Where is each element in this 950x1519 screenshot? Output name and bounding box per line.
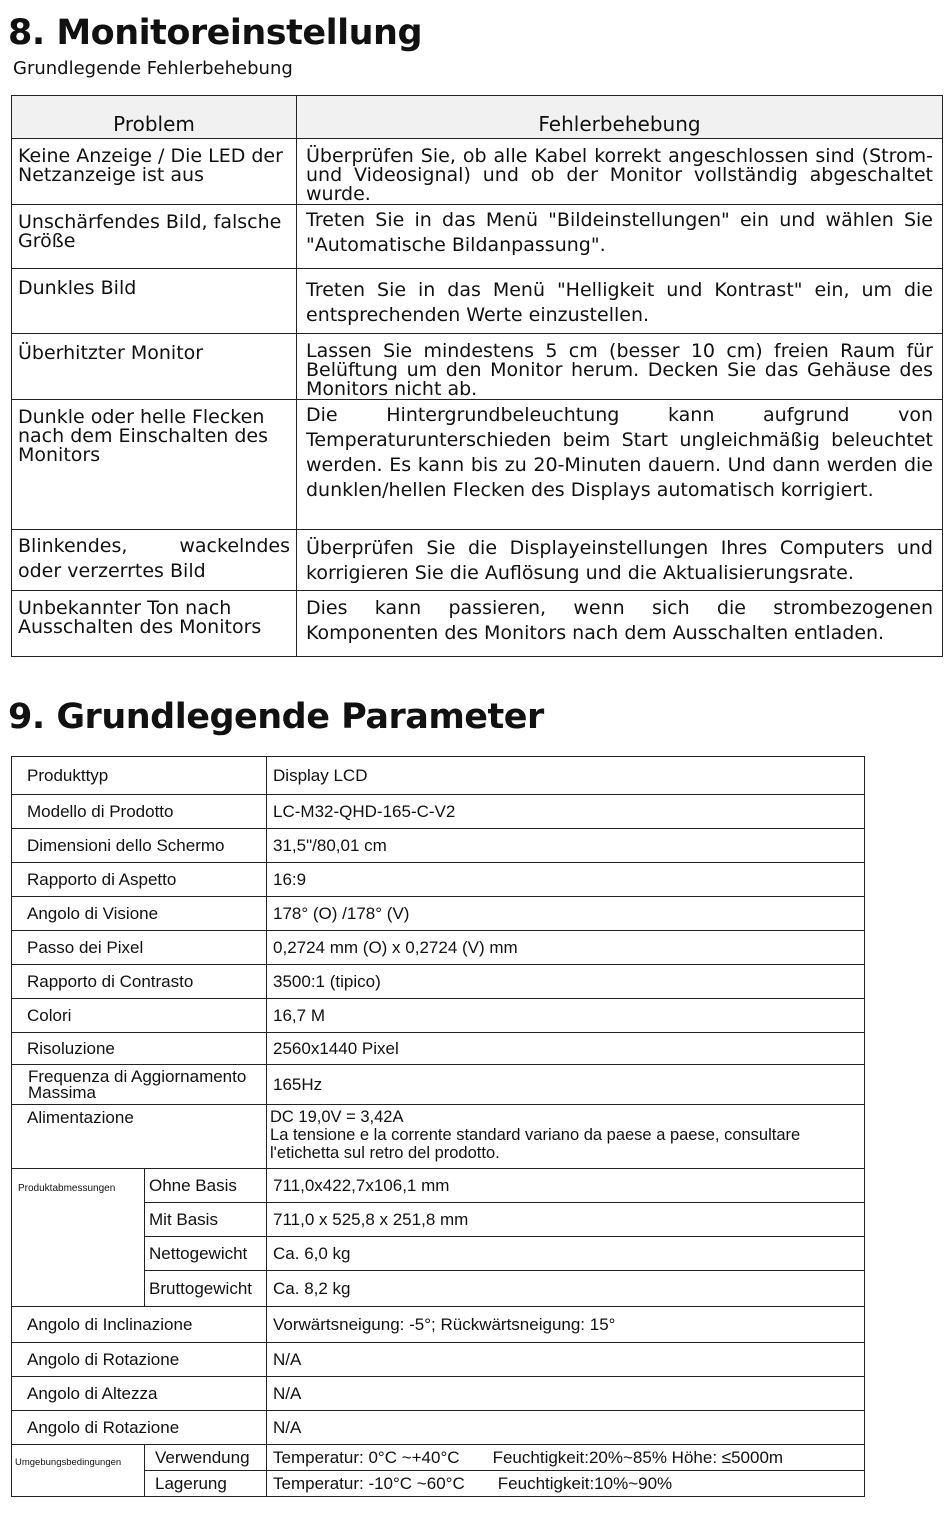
param-value: Temperatur: 0°C ~+40°C Feuchtigkeit:20%~85% Höhe: ≤5000m — [267, 1445, 865, 1471]
param-label: Nettogewicht — [145, 1237, 267, 1271]
table-row — [12, 1307, 865, 1343]
param-label: Rapporto di Contrasto — [12, 965, 267, 999]
table-row — [12, 829, 865, 863]
param-value: 165Hz — [267, 1065, 865, 1105]
column-header-problem: Problem — [12, 96, 297, 139]
table-row — [12, 1065, 865, 1105]
param-label: Rapporto di Aspetto — [12, 863, 267, 897]
power-value: DC 19,0V = 3,42A — [270, 1108, 404, 1126]
group-label-environment: Umgebungsbedingungen — [12, 1445, 145, 1497]
table-row — [12, 334, 943, 400]
column-header-solution: Fehlerbehebung — [297, 96, 943, 139]
param-value: Ca. 8,2 kg — [267, 1271, 865, 1307]
param-label: Ohne Basis — [145, 1169, 267, 1203]
param-label: Angolo di Rotazione — [12, 1411, 267, 1445]
problem-cell: Keine Anzeige / Die LED der Netzanzeige ist aus — [12, 139, 297, 205]
table-row — [12, 931, 865, 965]
section-8-subtitle: Grundlegende Fehlerbehebung — [13, 58, 293, 79]
problem-cell: Unschärfendes Bild, falsche Größe — [12, 205, 297, 269]
param-value: 2560x1440 Pixel — [267, 1033, 865, 1065]
table-row — [12, 897, 865, 931]
group-label-dimensions: Produktabmessungen — [12, 1169, 145, 1307]
param-label: Produkttyp — [12, 757, 267, 795]
param-label: Modello di Prodotto — [12, 795, 267, 829]
param-value: 16,7 M — [267, 999, 865, 1033]
param-value: 178° (O) /178° (V) — [267, 897, 865, 931]
param-label: Angolo di Visione — [12, 897, 267, 931]
table-row — [12, 1105, 865, 1169]
param-value: 711,0x422,7x106,1 mm — [267, 1169, 865, 1203]
parameter-table — [11, 756, 865, 1497]
param-value: Vorwärtsneigung: -5°; Rückwärtsneigung: 15° — [267, 1307, 865, 1343]
section-8-title: 8. Monitoreinstellung — [8, 13, 422, 53]
table-row — [12, 205, 943, 269]
param-value: N/A — [267, 1411, 865, 1445]
solution-cell: Die Hintergrundbeleuchtung kann aufgrund von Temperaturunterschieden beim Start ungleichmäßig beleuchtet werden. Es kann bis zu 20-Minuten dauern. Und dann werden die dunklen/hellen Flecken des Displays automatisch korrigiert. — [297, 400, 943, 530]
solution-cell: Überprüfen Sie, ob alle Kabel korrekt angeschlossen sind (Strom- und Videosignal) und ob der Monitor vollständig abgeschaltet wurde. — [297, 139, 943, 205]
param-value: N/A — [267, 1377, 865, 1411]
table-row — [12, 795, 865, 829]
solution-cell: Überprüfen Sie die Displayeinstellungen Ihres Computers und korrigieren Sie die Auflösung und die Aktualisierungsrate. — [297, 530, 943, 591]
problem-cell: Dunkle oder helle Flecken nach dem Einschalten des Monitors — [12, 400, 297, 530]
troubleshooting-table — [11, 95, 943, 657]
param-value: 31,5"/80,01 cm — [267, 829, 865, 863]
solution-cell: Treten Sie in das Menü "Helligkeit und Kontrast" ein, um die entsprechenden Werte einzustellen. — [297, 269, 943, 334]
table-row — [12, 1411, 865, 1445]
param-label: Colori — [12, 999, 267, 1033]
solution-cell: Lassen Sie mindestens 5 cm (besser 10 cm) freien Raum für Belüftung um den Monitor herum. Decken Sie das Gehäuse des Monitors nicht ab. — [297, 334, 943, 400]
param-label: Angolo di Rotazione — [12, 1343, 267, 1377]
param-label: Lagerung — [145, 1471, 267, 1497]
table-row — [12, 139, 943, 205]
problem-cell: Unbekannter Ton nach Ausschalten des Monitors — [12, 591, 297, 657]
table-header-row — [12, 96, 943, 139]
table-row — [12, 530, 943, 591]
param-label: Frequenza di Aggiornamento Massima — [12, 1065, 267, 1105]
param-value: N/A — [267, 1343, 865, 1377]
table-row — [12, 1343, 865, 1377]
table-row — [12, 965, 865, 999]
param-label: Angolo di Inclinazione — [12, 1307, 267, 1343]
param-value: Temperatur: -10°C ~60°C Feuchtigkeit:10%~90% — [267, 1471, 865, 1497]
param-value: LC-M32-QHD-165-C-V2 — [267, 795, 865, 829]
param-value: 16:9 — [267, 863, 865, 897]
param-label: Angolo di Altezza — [12, 1377, 267, 1411]
problem-cell: Überhitzter Monitor — [12, 334, 297, 400]
table-row — [12, 400, 943, 530]
param-label: Passo dei Pixel — [12, 931, 267, 965]
param-value: 0,2724 mm (O) x 0,2724 (V) mm — [267, 931, 865, 965]
param-label: Alimentazione — [12, 1105, 267, 1169]
power-note: La tensione e la corrente standard variano da paese a paese, consultare l'etichetta sul retro del prodotto. — [270, 1126, 801, 1162]
problem-cell: Blinkendes, wackelndes oder verzerrtes Bild — [12, 530, 297, 591]
problem-cell: Dunkles Bild — [12, 269, 297, 334]
table-row — [12, 1033, 865, 1065]
table-row — [12, 269, 943, 334]
param-label: Dimensioni dello Schermo — [12, 829, 267, 863]
solution-cell: Dies kann passieren, wenn sich die strombezogenen Komponenten des Monitors nach dem Ausschalten entladen. — [297, 591, 943, 657]
param-label: Mit Basis — [145, 1203, 267, 1237]
param-label: Risoluzione — [12, 1033, 267, 1065]
table-row — [12, 591, 943, 657]
param-value: Display LCD — [267, 757, 865, 795]
table-row — [12, 1445, 865, 1471]
section-9-title: 9. Grundlegende Parameter — [8, 697, 544, 737]
param-label: Verwendung — [145, 1445, 267, 1471]
param-value: Ca. 6,0 kg — [267, 1237, 865, 1271]
table-row — [12, 863, 865, 897]
solution-cell: Treten Sie in das Menü "Bildeinstellungen" ein und wählen Sie "Automatische Bildanpassung". — [297, 205, 943, 269]
param-value: 3500:1 (tipico) — [267, 965, 865, 999]
table-row — [12, 1377, 865, 1411]
table-row — [12, 999, 865, 1033]
param-value — [267, 1105, 865, 1169]
param-value: 711,0 x 525,8 x 251,8 mm — [267, 1203, 865, 1237]
param-label: Bruttogewicht — [145, 1271, 267, 1307]
table-row — [12, 1169, 865, 1203]
table-row — [12, 757, 865, 795]
